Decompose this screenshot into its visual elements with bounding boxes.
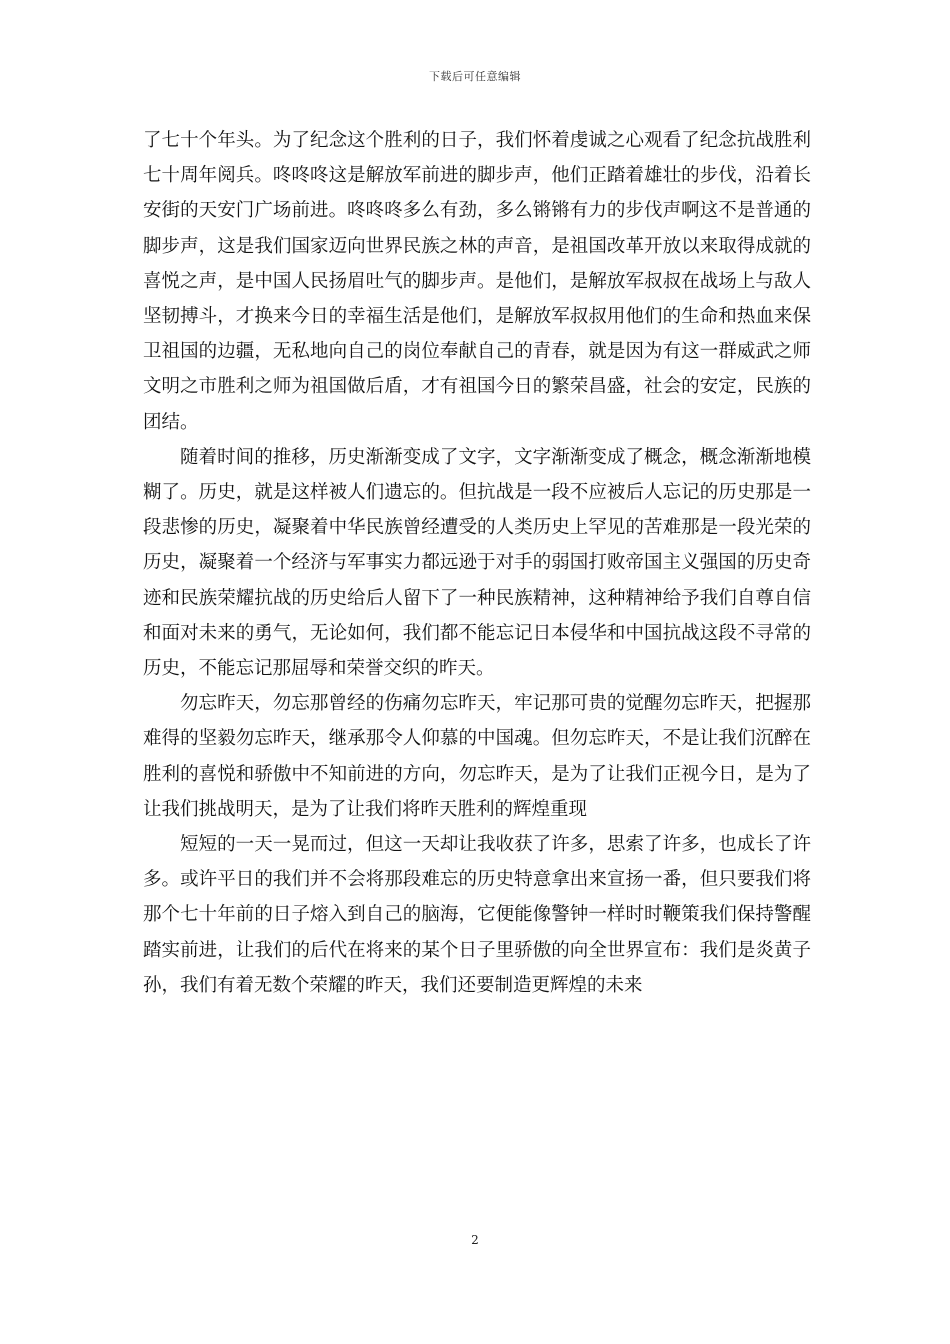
paragraph-3: 勿忘昨天，勿忘那曾经的伤痛勿忘昨天，牢记那可贵的觉醒勿忘昨天，把握那难得的坚毅勿忘昨天，继承那令人仰慕的中国魂。但勿忘昨天，不是让我们沉醉在胜利的喜悦和骄傲中不知前进的方向，勿忘昨天，是为了让我们正视今日，是为了让我们挑战明天，是为了让我们将昨天胜利的辉煌重现: [143, 693, 811, 820]
page-number: 2: [471, 1233, 479, 1247]
paragraph-2: 随着时间的推移，历史渐渐变成了文字，文字渐渐变成了概念，概念渐渐地模糊了。历史，就是这样被人们遗忘的。但抗战是一段不应被后人忘记的历史那是一段悲惨的历史，凝聚着中华民族曾经遭受的人类历史上罕见的苦难那是一段光荣的历史，凝聚着一个经济与军事实力都远逊于对手的弱国打败帝国主义强国的历史奇迹和民族荣耀抗战的历史给后人留下了一种民族精神，这种精神给予我们自尊自信和面对未来的勇气，无论如何，我们都不能忘记日本侵华和中国抗战这段不寻常的历史，不能忘记那屈辱和荣誉交织的昨天。: [143, 446, 811, 680]
paragraph-4: 短短的一天一晃而过，但这一天却让我收获了许多，思索了许多，也成长了许多。或许平日的我们并不会将那段难忘的历史特意拿出来宣扬一番，但只要我们将那个七十年前的日子熔入到自己的脑海，它便能像警钟一样时时鞭策我们保持警醒踏实前进，让我们的后代在将来的某个日子里骄傲的向全世界宣布：我们是炎黄子孙，我们有着无数个荣耀的昨天，我们还要制造更辉煌的未来: [143, 834, 811, 996]
page-header: 下载后可任意编辑: [429, 70, 521, 83]
paragraph-1: 了七十个年头。为了纪念这个胜利的日子，我们怀着虔诚之心观看了纪念抗战胜利七十周年阅兵。咚咚咚这是解放军前进的脚步声，他们正踏着雄壮的步伐，沿着长安街的天安门广场前进。咚咚咚多么有劲，多么锵锵有力的步伐声啊这不是普通的脚步声，这是我们国家迈向世界民族之林的声音，是祖国改革开放以来取得成就的喜悦之声，是中国人民扬眉吐气的脚步声。是他们，是解放军叔叔在战场上与敌人坚韧搏斗，才换来今日的幸福生活是他们，是解放军叔叔用他们的生命和热血来保卫祖国的边疆，无私地向自己的岗位奉献自己的青春，就是因为有这一群威武之师文明之市胜利之师为祖国做后盾，才有祖国今日的繁荣昌盛，社会的安定，民族的团结。: [143, 130, 811, 433]
document-body: [143, 123, 811, 1003]
